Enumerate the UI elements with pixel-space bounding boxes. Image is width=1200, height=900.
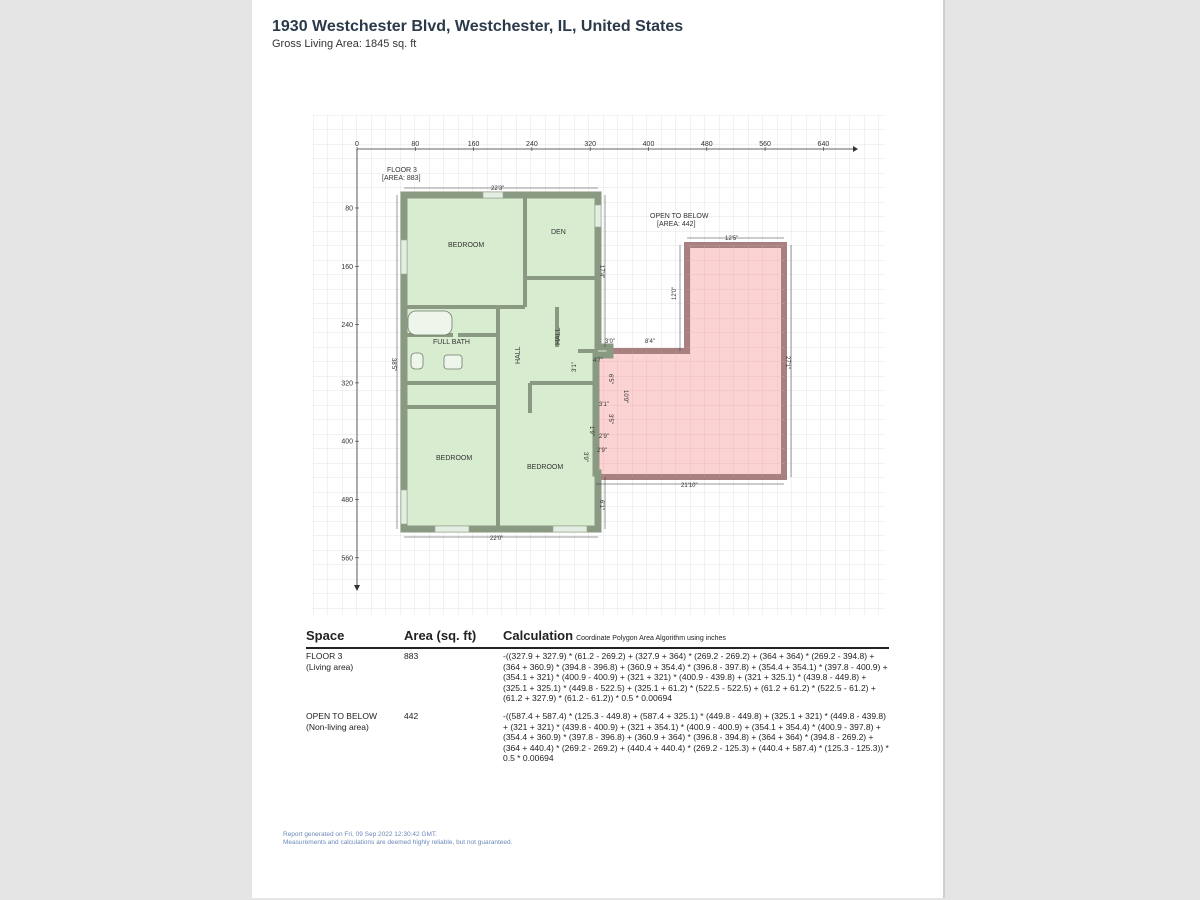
area-table [306, 628, 889, 771]
row-calculation: -((587.4 + 587.4) * (125.3 - 449.8) + (587.4 + 325.1) * (449.8 - 449.8) + (325.1 + 321) * (449.8 - 439.8) + (321 + 321) * (439.8 - 400.9) + (321 + 354.1) * (400.9 - 400.9) + (354.1 + 354.4) * (400.9 - 397.8) + (354.4 + 360.9) * (397.8 - 396.8) + (360.9 + 364) * (396.8 - 394.8) + (364 + 364) * (394.8 - 269.2) + (364 + 440.4) * (269.2 - 269.2) + (440.4 + 440.4) * (269.2 - 125.3) + (440.4 + 587.4) * (125.3 - 125.3)) * 0.5 * 0.00694 [503, 711, 889, 764]
report-title: 1930 Westchester Blvd, Westchester, IL, United States [272, 18, 684, 35]
bathtub [408, 311, 452, 335]
col-header-calculation [503, 628, 726, 643]
dim-floor-bottom: 22'0" [490, 536, 504, 542]
dim-notch-d: 3'1" [599, 402, 609, 408]
y-tick-label: 240 [341, 322, 353, 330]
footer-generated: Report generated on Fri, 09 Sep 2022 12:30:42 GMT. [283, 831, 437, 838]
table-header [306, 628, 889, 649]
row-calculation: -((327.9 + 327.9) * (61.2 - 269.2) + (327.9 + 364) * (269.2 - 269.2) + (364 + 364) * (269.2 - 394.8) + (364 + 360.9) * (394.8 - 396.8) + (360.9 + 354.4) * (396.8 - 397.8) + (354.4 + 354.1) * (397.8 - 400.9) + (354.1 + 321) * (400.9 - 400.9) + (321 + 321) * (400.9 - 439.8) + (321 + 325.1) * (439.8 - 449.8) + (325.1 + 325.1) * (449.8 - 522.5) + (325.1 + 61.2) * (522.5 - 522.5) + (61.2 + 61.2) * (522.5 - 61.2) + (61.2 + 327.9) * (61.2 - 61.2)) * 0.5 * 0.00694 [503, 651, 888, 704]
open-area-area: [AREA: 442] [657, 221, 696, 228]
dim-floor-right-lower: 6'1" [598, 500, 604, 510]
y-tick-label: 80 [345, 205, 353, 213]
row-space-name: FLOOR 3 [306, 651, 343, 661]
y-tick-label: 560 [341, 555, 353, 563]
dim-open-step-b: 8'4" [645, 339, 655, 345]
y-tick-label: 320 [341, 380, 353, 388]
col-header-calc-title: Calculation [503, 628, 574, 643]
x-tick-label: 80 [411, 141, 420, 148]
dim-notch-f: 2'9" [599, 434, 609, 440]
x-tick-label: 640 [817, 141, 830, 148]
col-header-area: Area (sq. ft) [404, 628, 477, 643]
dim-open-inner-mid: 10'9" [622, 390, 628, 404]
y-tick-label: 400 [341, 438, 353, 446]
dim-open-right: 27'1" [784, 356, 790, 370]
col-header-space: Space [306, 628, 345, 643]
dim-notch-e: 3'5" [607, 414, 613, 424]
floor-3-shape [404, 195, 610, 529]
y-tick-label: 480 [341, 497, 353, 504]
report-footer [283, 831, 512, 847]
report-page [252, 0, 945, 898]
floor-plan [313, 115, 885, 615]
dim-notch-h: 3'9" [582, 452, 588, 462]
room-label-hall-a: HALL [515, 346, 522, 364]
toilet [411, 353, 423, 369]
room-label-bedroom-bottom-left: BEDROOM [436, 455, 473, 462]
row-space-type: (Living area) [306, 662, 354, 672]
open-area-name: OPEN TO BELOW [650, 213, 709, 220]
row-space [306, 651, 396, 673]
room-label-full-bath: FULL BATH [433, 339, 470, 346]
x-tick-label: 560 [759, 141, 771, 148]
x-tick-label: 0 [355, 141, 359, 148]
row-space-type: (Non-living area) [306, 722, 369, 732]
table-row [306, 651, 889, 711]
y-tick-label: 160 [341, 263, 353, 271]
x-tick-label: 240 [526, 141, 538, 148]
dim-notch-a: 4'7" [593, 358, 603, 364]
x-tick-label: 480 [700, 141, 713, 148]
dim-floor-right-upper: 17'4" [598, 265, 604, 279]
dim-floor-left: 38'5" [390, 358, 396, 372]
col-header-calc-note: Coordinate Polygon Area Algorithm using inches [576, 635, 726, 642]
dim-open-step-a: 3'0" [605, 339, 615, 345]
dim-open-top: 12'5" [725, 236, 739, 242]
dim-notch-i: 2'9" [597, 448, 607, 454]
row-space [306, 711, 396, 733]
room-label-den: DEN [551, 229, 566, 236]
dim-notch-b: 3'1" [572, 362, 578, 372]
row-space-name: OPEN TO BELOW [306, 711, 378, 721]
room-label-hall-b: HALL [555, 327, 562, 345]
floor-3 [401, 192, 610, 532]
footer-disclaimer: Measurements and calculations are deemed highly reliable, but not guaranteed. [283, 839, 513, 846]
dim-notch-c: 6'5" [607, 374, 613, 384]
dim-open-bottom: 21'10" [681, 483, 698, 489]
x-tick-label: 160 [467, 141, 480, 148]
x-tick-label: 320 [584, 141, 597, 148]
table-row [306, 711, 889, 771]
room-label-bedroom-top: BEDROOM [448, 242, 485, 249]
row-area: 883 [404, 651, 419, 661]
dim-notch-g: 1'9" [588, 426, 594, 436]
floor-3-area: [AREA: 883] [382, 175, 421, 182]
x-tick-label: 400 [642, 141, 655, 148]
sink [444, 355, 462, 369]
row-area: 442 [404, 711, 419, 721]
dim-floor-top: 22'3" [491, 186, 505, 192]
floor-3-name: FLOOR 3 [387, 167, 417, 174]
gross-living-area: Gross Living Area: 1845 sq. ft [272, 38, 417, 50]
dim-open-inner-vertical: 12'0" [672, 286, 678, 300]
room-label-bedroom-bottom-right: BEDROOM [527, 464, 564, 471]
